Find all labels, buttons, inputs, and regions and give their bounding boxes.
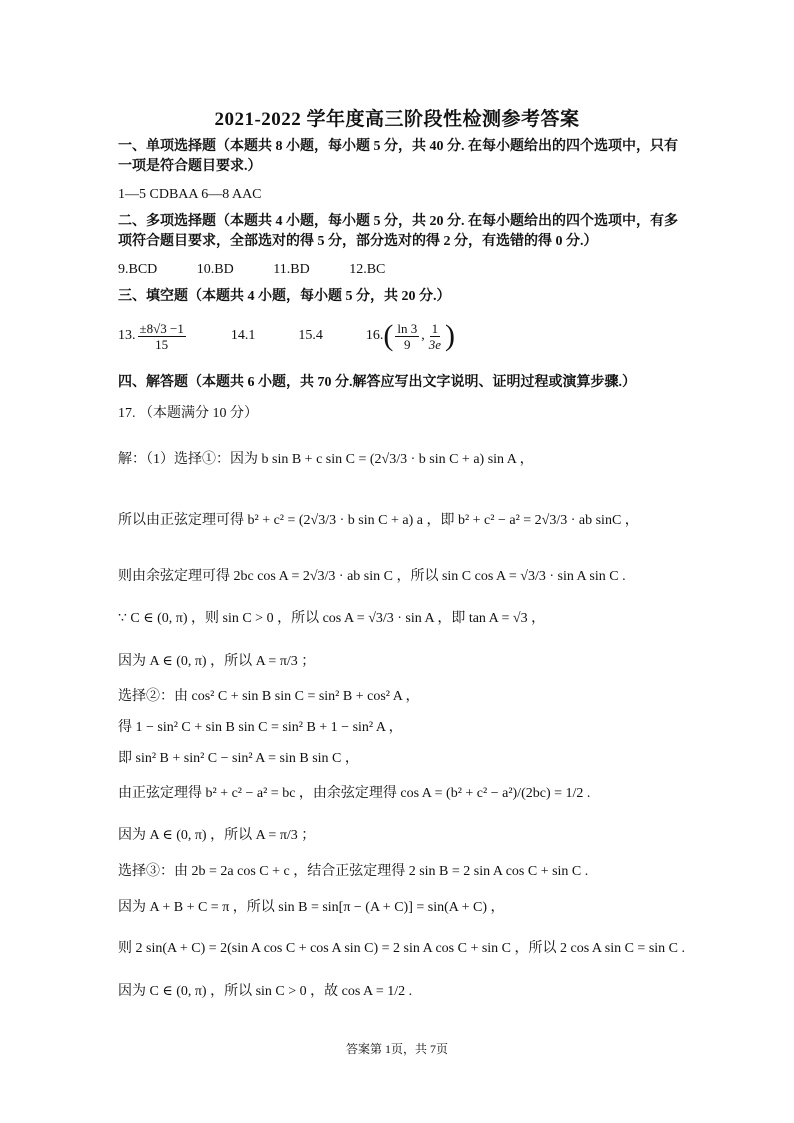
solution-line-6: 选择②：由 cos² C + sin B sin C = sin² B + cos² A ， <box>118 689 420 704</box>
q17-header: 17. （本题满分 10 分） <box>118 406 258 421</box>
section4-heading: 四、解答题（本题共 6 小题，共 70 分.解答应写出文字说明、证明过程或演算步骤.） <box>118 375 636 390</box>
q13-denominator: 15 <box>155 336 169 352</box>
solution-line-9: 由正弦定理得 b² + c² − a² = bc ，由余弦定理得 cos A = (b² + c² − a²)/(2bc) = 1/2 . <box>118 786 591 801</box>
q16-a-denominator: 9 <box>404 336 411 352</box>
q16-fraction-a <box>395 321 419 352</box>
solution-line-5: 因为 A ∈ (0, π) ，所以 A = π/3 ； <box>118 654 316 669</box>
solution-line-2: 所以由正弦定理可得 b² + c² = (2√3/3 · b sin C + a) a ，即 b² + c² − a² = 2√3/3 · ab sinC ， <box>118 513 639 528</box>
q16-fraction-b <box>427 321 443 352</box>
section2-heading: 二、多项选择题（本题共 4 小题，每小题 5 分，共 20 分. 在每小题给出的四个选项中，有多项符合题目要求，全部选对的得 5 分，部分选对的得 2 分，有选错的得 0 分.） <box>118 214 678 249</box>
solution-line-13: 则 2 sin(A + C) = 2(sin A cos C + cos A sin C) = 2 sin A cos C + sin C ，所以 2 cos A sin C = sin C . <box>118 941 685 956</box>
section2-answers <box>118 260 385 280</box>
q13-label: 13. <box>118 328 136 344</box>
answer-10: 10.BD <box>196 262 234 277</box>
section3-heading: 三、填空题（本题共 4 小题，每小题 5 分，共 20 分.） <box>118 289 451 304</box>
answer-11: 11.BD <box>273 262 310 277</box>
q13-numerator: ±8√3 −1 <box>139 320 184 336</box>
solution-line-4: ∵ C ∈ (0, π) ，则 sin C > 0 ，所以 cos A = √3/3 · sin A ，即 tan A = √3 ， <box>118 611 546 626</box>
q16-label: 16. <box>365 328 384 344</box>
solution-line-14: 因为 C ∈ (0, π) ，所以 sin C > 0 ，故 cos A = 1/2 . <box>118 984 413 999</box>
answer-12: 12.BC <box>349 262 386 277</box>
q16-b-denominator: 3e <box>428 336 442 352</box>
q16-b-numerator: 1 <box>431 320 439 336</box>
solution-line-10: 因为 A ∈ (0, π) ，所以 A = π/3 ； <box>118 828 316 843</box>
q16-a-numerator: ln 3 <box>397 320 418 336</box>
answer-15: 15.4 <box>298 328 323 344</box>
section1-answers: 1—5 CDBAA 6—8 AAC <box>118 187 262 202</box>
solution-line-3: 则由余弦定理可得 2bc cos A = 2√3/3 · ab sin C ，所以 sin C cos A = √3/3 · sin A sin C . <box>118 569 626 584</box>
left-paren: ( <box>383 319 394 352</box>
solution-line-8: 即 sin² B + sin² C − sin² A = sin B sin C ， <box>118 751 359 766</box>
page-footer: 答案第 1页，共 7页 <box>345 1042 448 1056</box>
solution-line-7: 得 1 − sin² C + sin B sin C = sin² B + 1 − sin² A ， <box>118 720 403 735</box>
page-title: 2021-2022 学年度高三阶段性检测参考答案 <box>214 109 580 130</box>
answer-14: 14.1 <box>230 328 256 344</box>
solution-line-11: 选择③：由 2b = 2a cos C + c ，结合正弦定理得 2 sin B = 2 sin A cos C + sin C . <box>118 864 589 879</box>
right-paren: ) <box>445 319 456 352</box>
section1-heading: 一、单项选择题（本题共 8 小题，每小题 5 分，共 40 分. 在每小题给出的四个选项中，只有一项是符合题目要求.） <box>118 139 678 174</box>
solution-line-12: 因为 A + B + C = π ，所以 sin B = sin[π − (A + C)] = sin(A + C) ， <box>118 900 505 915</box>
solution-line-1: 解：（1）选择①：因为 b sin B + c sin C = (2√3/3 · b sin C + a) sin A ， <box>118 452 534 467</box>
q13-fraction <box>138 321 186 352</box>
answer-9: 9.BCD <box>118 262 158 277</box>
section3-answers: 13. $\frac{\pm 8√3 -1}{15}$ 14.1 15.4 16.( $\frac{\ln 3}{9}$ , $\frac{1}{3e}$ ) <box>118 319 456 352</box>
